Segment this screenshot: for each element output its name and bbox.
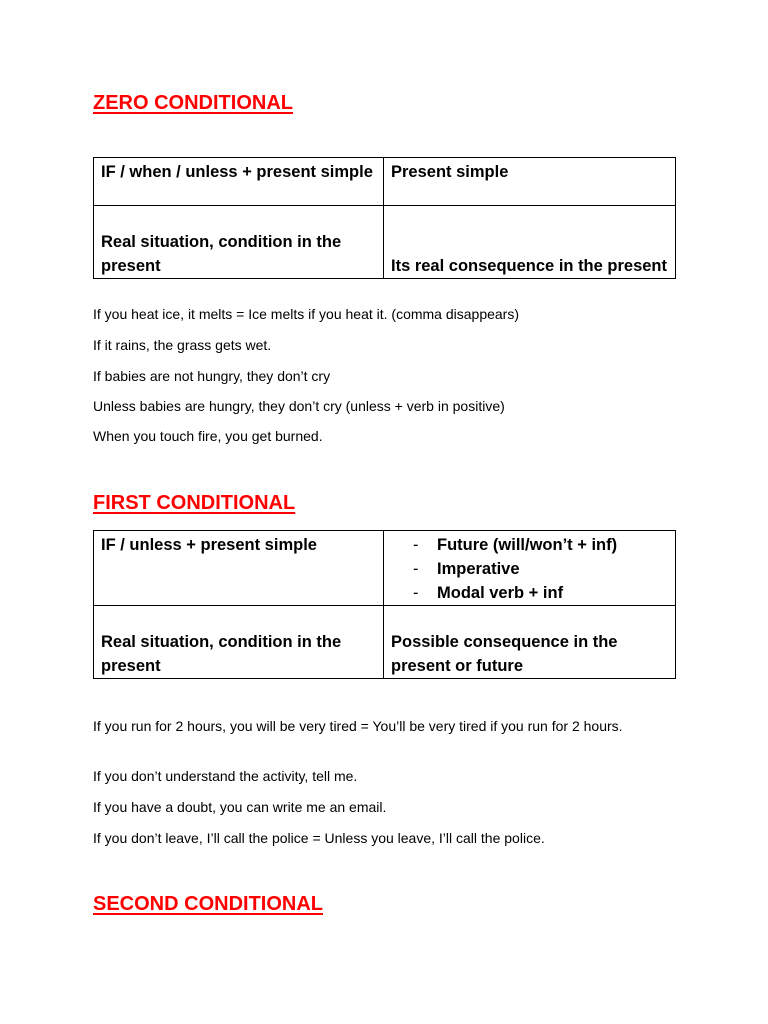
zero-example-4: Unless babies are hungry, they don’t cry (unless + verb in positive) bbox=[93, 398, 505, 414]
first-result-form-item: - Future (will/won’t + inf) bbox=[413, 533, 668, 557]
zero-example-2: If it rains, the grass gets wet. bbox=[93, 337, 272, 353]
zero-example-1: If you heat ice, it melts = Ice melts if you heat it. (comma disappears) bbox=[93, 306, 520, 322]
zero-example-5: When you touch fire, you get burned. bbox=[93, 428, 323, 444]
zero-conditional-heading: ZERO CONDITIONAL bbox=[93, 92, 293, 114]
zero-conditional-table bbox=[93, 157, 676, 279]
first-conditional-table bbox=[93, 530, 676, 679]
zero-result-meaning-cell: Its real consequence in the present bbox=[384, 206, 676, 279]
zero-example-3: If babies are not hungry, they don’t cry bbox=[93, 368, 331, 384]
first-result-form-item: - Imperative bbox=[413, 557, 668, 581]
first-result-meaning-cell: Possible consequence in the present or future bbox=[384, 606, 676, 679]
first-condition-meaning-cell: Real situation, condition in the present bbox=[94, 606, 384, 679]
first-example-1: If you run for 2 hours, you will be very tired = You’ll be very tired if you run for 2 hours. bbox=[93, 718, 623, 734]
zero-result-form-cell: Present simple bbox=[384, 158, 676, 206]
first-example-2: If you don’t understand the activity, tell me. bbox=[93, 768, 358, 784]
first-condition-form-cell: IF / unless + present simple bbox=[94, 531, 384, 606]
first-result-form-item: - Modal verb + inf bbox=[413, 581, 668, 605]
first-example-4: If you don’t leave, I’ll call the police = Unless you leave, I’ll call the police. bbox=[93, 830, 545, 846]
first-example-3: If you have a doubt, you can write me an email. bbox=[93, 799, 387, 815]
zero-condition-meaning-cell: Real situation, condition in the present bbox=[94, 206, 384, 279]
first-result-form-list bbox=[391, 533, 668, 605]
zero-condition-form-cell: IF / when / unless + present simple bbox=[94, 158, 384, 206]
second-conditional-heading: SECOND CONDITIONAL bbox=[93, 893, 323, 915]
first-result-form-cell bbox=[384, 531, 676, 606]
first-conditional-heading: FIRST CONDITIONAL bbox=[93, 492, 296, 514]
